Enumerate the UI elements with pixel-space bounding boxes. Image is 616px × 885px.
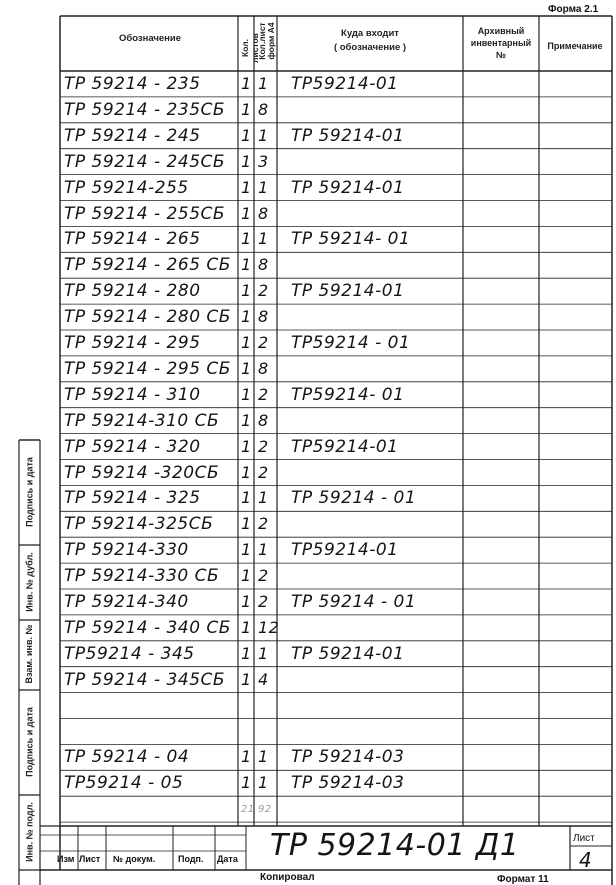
cell-a4: 2 — [258, 592, 269, 611]
cell-sheets: 1 — [241, 514, 252, 534]
cell-a4: 1 — [258, 747, 269, 767]
cell-designation: ТР 59214 - 310 — [64, 384, 201, 405]
header-archive-1: Архивный — [477, 26, 525, 36]
cell-sheets: 1 — [241, 99, 252, 119]
cell-a4: 8 — [258, 99, 269, 119]
cell-sheets: 1 — [241, 747, 252, 767]
cell-a4: 1 — [258, 540, 269, 560]
cell-sheets: 1 — [241, 643, 252, 663]
header-note: Примечание — [547, 41, 603, 51]
cell-where: ТР 59214-01 — [291, 125, 405, 146]
cell-a4: 1 — [258, 125, 269, 145]
header-archive-3: № — [495, 50, 507, 60]
header-designation: Обозначение — [118, 33, 182, 44]
cell-sheets: 1 — [241, 773, 252, 793]
cell-a4: 2 — [258, 281, 269, 301]
cell-sheets: 1 — [241, 592, 252, 611]
cell-sheets: 1 — [241, 333, 252, 352]
sheet-label: Лист — [573, 833, 595, 844]
cell-a4: 8 — [258, 255, 269, 275]
cell-sheets: 1 — [241, 125, 252, 145]
cell-where: ТР 59214-01 — [291, 281, 405, 302]
title-label-doc: № докум. — [113, 854, 156, 864]
cell-designation: ТР59214 - 05 — [64, 773, 184, 794]
side-label: Подпись и дата — [24, 456, 34, 527]
side-label: Подпись и дата — [24, 706, 34, 777]
cell-sheets: 1 — [241, 74, 252, 93]
cell-a4: 1 — [258, 74, 269, 93]
header-where-1: Куда входит — [341, 28, 399, 39]
header-format-count-1: Кол.лист — [257, 22, 267, 60]
cell-sheets: 1 — [241, 358, 252, 378]
cell-designation: ТР 59214-310 СБ — [64, 410, 220, 431]
header-archive — [463, 25, 539, 61]
side-label: Инв. № дубл. — [24, 551, 34, 612]
cell-designation: ТР 59214 - 265 СБ — [64, 255, 231, 276]
header-format-count-2: форм А4 — [266, 22, 276, 60]
cell-designation: ТР 59214 - 295 — [64, 333, 201, 353]
cell-where: ТР59214-01 — [291, 436, 399, 457]
cell-designation: ТР 59214 -320СБ — [64, 462, 220, 483]
cell-sheets: 21 — [241, 804, 255, 816]
cell-where: ТР59214-01 — [291, 74, 399, 94]
cell-designation: ТР 59214 - 295 СБ — [64, 358, 231, 379]
sheet-number: 4 — [579, 848, 593, 872]
cell-designation: ТР 59214 - 235СБ — [64, 99, 226, 120]
cell-a4: 92 — [258, 804, 272, 816]
cell-where: ТР59214 - 01 — [291, 333, 411, 353]
cell-designation: ТР 59214 - 340 СБ — [64, 617, 231, 638]
cell-sheets: 1 — [241, 384, 252, 404]
cell-sheets: 1 — [241, 229, 252, 249]
cell-designation: ТР 59214 - 280 СБ — [64, 307, 231, 328]
cell-sheets: 1 — [241, 436, 252, 456]
cell-a4: 8 — [258, 358, 269, 378]
cell-sheets: 1 — [241, 203, 252, 223]
header-archive-2: инвентарный — [470, 38, 532, 48]
cell-sheets: 1 — [241, 410, 252, 430]
cell-designation: ТР 59214 - 245 — [64, 125, 201, 146]
cell-where: ТР 59214-03 — [291, 773, 405, 794]
cell-a4: 1 — [258, 643, 269, 663]
cell-sheets: 1 — [241, 540, 252, 560]
side-label: Взам. инв. № — [24, 624, 34, 684]
cell-a4: 8 — [258, 203, 269, 223]
cell-sheets: 1 — [241, 255, 252, 275]
cell-designation: ТР 59214 - 04 — [64, 747, 190, 768]
cell-a4: 2 — [258, 384, 269, 404]
cell-a4: 2 — [258, 462, 269, 482]
cell-a4: 2 — [258, 514, 269, 534]
cell-a4: 3 — [258, 151, 269, 171]
cell-a4: 1 — [258, 773, 269, 793]
cell-designation: ТР 59214 - 280 — [64, 281, 201, 302]
cell-where: ТР 59214 - 01 — [291, 488, 417, 509]
document-number: ТР 59214-01 Д1 — [270, 828, 520, 863]
cell-a4: 8 — [258, 307, 269, 327]
cell-sheets: 1 — [241, 307, 252, 327]
cell-a4: 2 — [258, 333, 269, 352]
title-label-list: Лист — [79, 854, 101, 864]
cell-sheets: 1 — [241, 566, 252, 586]
cell-sheets: 1 — [241, 488, 252, 508]
cell-designation: ТР 59214 - 265 — [64, 229, 201, 250]
cell-sheets: 1 — [241, 462, 252, 482]
cell-designation: ТР 59214-330 СБ — [64, 566, 220, 587]
cell-a4: 2 — [258, 436, 269, 456]
cell-where: ТР 59214- 01 — [291, 229, 411, 250]
cell-designation: ТР 59214-255 — [64, 177, 189, 198]
cell-where: ТР 59214-01 — [291, 177, 405, 198]
cell-designation: ТР 59214 - 320 — [64, 436, 201, 457]
cell-sheets: 1 — [241, 617, 252, 637]
cell-designation: ТР 59214-340 — [64, 592, 189, 612]
cell-where: ТР59214-01 — [291, 540, 399, 561]
header-where-2: ( обозначение ) — [333, 42, 407, 53]
cell-designation: ТР 59214 - 245СБ — [64, 151, 226, 172]
cell-designation: ТР59214 - 345 — [64, 643, 195, 664]
cell-a4: 1 — [258, 229, 269, 249]
header-format-count — [258, 11, 276, 71]
cell-a4: 2 — [258, 566, 269, 586]
cell-where: ТР 59214 - 01 — [291, 592, 417, 612]
cell-sheets: 1 — [241, 151, 252, 171]
cell-designation: ТР 59214 - 255СБ — [64, 203, 226, 224]
cell-designation: ТР 59214 - 325 — [64, 488, 201, 509]
title-label-date: Дата — [217, 854, 238, 864]
form-label: Форма 2.1 — [548, 4, 599, 15]
cell-where: ТР59214- 01 — [291, 384, 405, 405]
format-label: Формат 11 — [497, 874, 549, 885]
cell-a4: 12 — [258, 617, 280, 637]
cell-a4: 1 — [258, 177, 269, 197]
cell-designation: ТР 59214-330 — [64, 540, 189, 561]
cell-a4: 4 — [258, 669, 269, 689]
title-label-sign: Подп. — [178, 854, 204, 864]
header-where — [277, 27, 463, 55]
cell-sheets: 1 — [241, 281, 252, 301]
copied-label: Копировал — [260, 872, 315, 883]
cell-designation: ТР 59214 - 345СБ — [64, 669, 226, 690]
cell-a4: 1 — [258, 488, 269, 508]
side-label: Инв. № подл. — [24, 801, 34, 862]
cell-designation: ТР 59214 - 235 — [64, 74, 201, 94]
cell-sheets: 1 — [241, 177, 252, 197]
cell-designation: ТР 59214-325СБ — [64, 514, 214, 535]
title-label-izm: Изм — [57, 854, 75, 864]
cell-a4: 8 — [258, 410, 269, 430]
cell-sheets: 1 — [241, 669, 252, 689]
header-sheets: Кол. листов — [240, 33, 260, 63]
cell-where: ТР 59214-01 — [291, 643, 405, 664]
cell-where: ТР 59214-03 — [291, 747, 405, 768]
